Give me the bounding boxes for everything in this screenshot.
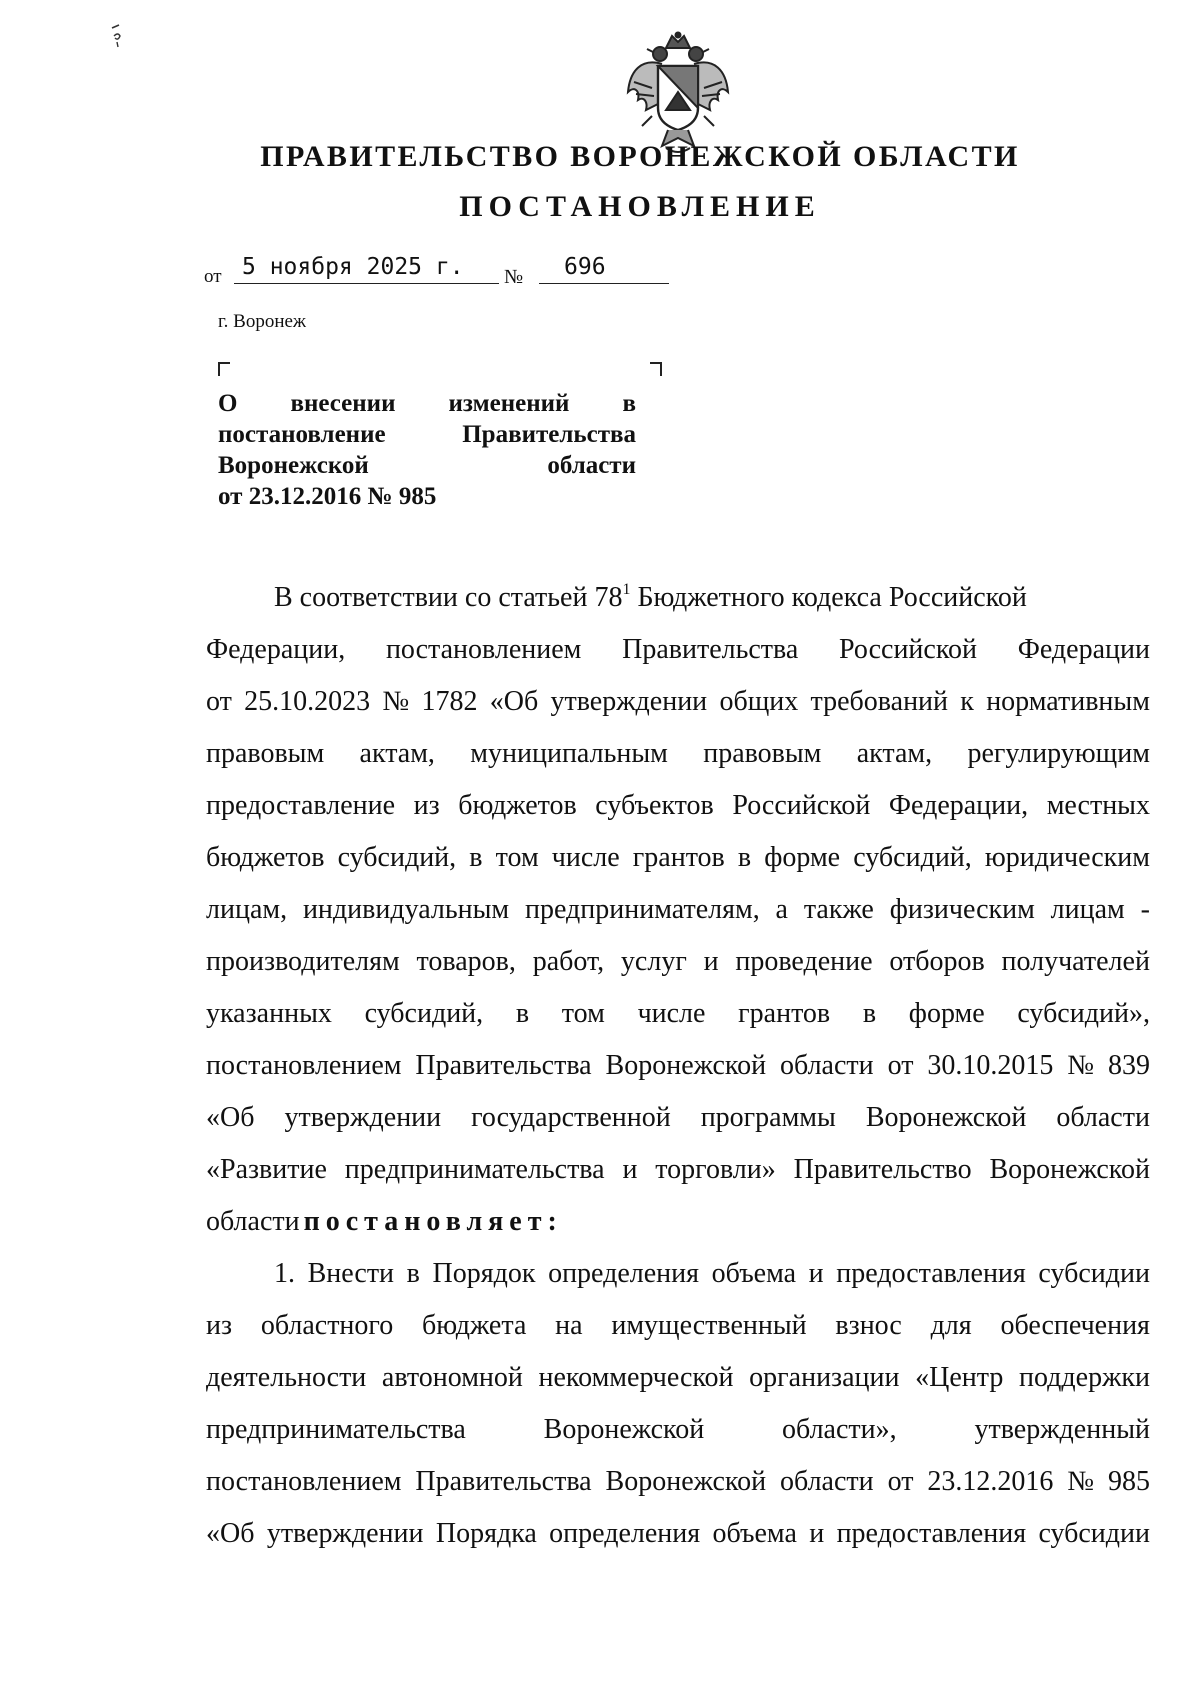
body-word: субъектов [595, 790, 714, 821]
body-word: общих [719, 686, 799, 717]
body-word: областного [260, 1310, 394, 1341]
body-line [206, 884, 1150, 936]
body-word: «Об [489, 686, 539, 717]
subject-word: области [547, 452, 636, 479]
body-word: и [703, 946, 719, 977]
body-word: субсидий, [364, 998, 484, 1029]
body-word: государственной [471, 1102, 671, 1133]
body-word: взнос [835, 1310, 902, 1341]
subject-word: от 23.12.2016 № 985 [218, 483, 437, 510]
body-word: актам, [359, 738, 435, 769]
body-word: утверждении [266, 1518, 424, 1549]
subject-word: постановление [218, 421, 386, 448]
body-word: Федерации [1017, 634, 1150, 665]
body-word: Правительства [622, 634, 799, 665]
body-word: 1782 [421, 686, 478, 717]
superscript: 1 [622, 580, 631, 598]
date-label: от [204, 266, 222, 287]
body-word: юридическим [984, 842, 1150, 873]
body-word: Воронежской [543, 1414, 705, 1445]
body-word: организации [749, 1362, 900, 1393]
body-word: бюджетов [458, 790, 577, 821]
subject-word: О [218, 390, 238, 417]
body-word: «Развитие [206, 1154, 327, 1185]
body-word: в [862, 998, 877, 1029]
body-word: в [737, 842, 752, 873]
body-line [206, 1300, 1150, 1352]
body-word: а [775, 894, 788, 925]
body-word: местных [1046, 790, 1150, 821]
subject-line [218, 388, 636, 419]
body-word: из [413, 790, 440, 821]
body-word: деятельности [206, 1362, 367, 1393]
body-word: 23.12.2016 [927, 1466, 1054, 1497]
body-word: Воронежской [865, 1102, 1027, 1133]
date-number-row [204, 252, 684, 292]
body-word: утверждении [284, 1102, 442, 1133]
body-line [206, 624, 1150, 676]
body-word: лицам [1050, 894, 1125, 925]
body-word: субсидий, [853, 842, 972, 873]
body-word: объема [711, 1258, 797, 1289]
body-word: от [887, 1050, 914, 1081]
subject-corner-left [218, 362, 230, 376]
body-word: 30.10.2015 [927, 1050, 1054, 1081]
body-word: торговли» [655, 1154, 776, 1185]
body-word: отборов [889, 946, 985, 977]
body-word: и [808, 1258, 824, 1289]
body-word: области [780, 1466, 874, 1497]
scan-mark [110, 22, 124, 50]
body-line [206, 780, 1150, 832]
body-word: получателей [1001, 946, 1150, 977]
subject-word: в [622, 390, 636, 417]
body-word: актам, [856, 738, 933, 769]
body-word: указанных [206, 998, 332, 1029]
body-word: форме [908, 998, 985, 1029]
body-word: № [1067, 1466, 1095, 1497]
body-word: субсидии [1038, 1518, 1150, 1549]
body-word: производителям [206, 946, 400, 977]
body-text-part: В соответствии со статьей $78^1$ Бюджетного кодекса Российской [274, 580, 1027, 613]
body-word: в [406, 1258, 420, 1289]
body-word: Федерации, [888, 790, 1029, 821]
body-line [206, 988, 1150, 1040]
body-word: некоммерческой [538, 1362, 734, 1393]
body-word: постановлением [206, 1466, 402, 1497]
body-word: Порядка [435, 1518, 537, 1549]
body-line [206, 1456, 1150, 1508]
body-word: том [495, 842, 539, 873]
subject-word: Воронежской [218, 452, 369, 479]
body-word: муниципальным [470, 738, 668, 769]
body-word: предпринимателям, [525, 894, 760, 925]
body-word: форме [764, 842, 841, 873]
resolves-word: постановляет: [303, 1206, 563, 1237]
body-word: физическим [889, 894, 1035, 925]
body-word: Федерации, [206, 634, 346, 665]
body-word: из [206, 1310, 233, 1341]
subject-word: Правительства [462, 421, 636, 448]
body-word: правовым [703, 738, 822, 769]
body-word: услуг [620, 946, 687, 977]
body-word: требований [810, 686, 949, 717]
body-line [206, 832, 1150, 884]
body-word: также [803, 894, 874, 925]
body-line [206, 1040, 1150, 1092]
body-word: Воронежской [605, 1466, 767, 1497]
body-word: области [780, 1050, 874, 1081]
body-word: Правительство [793, 1154, 972, 1185]
document-subject [218, 388, 636, 512]
body-word: утвержденный [974, 1414, 1150, 1445]
body-word: Воронежской [989, 1154, 1150, 1185]
body-word: проведение [735, 946, 873, 977]
body-word: 1. [274, 1258, 295, 1289]
body-word: том [561, 998, 605, 1029]
body-word: постановлением [206, 1050, 402, 1081]
body-word: числе [637, 998, 706, 1029]
body-word: области», [782, 1414, 897, 1445]
body-word: к [960, 686, 974, 717]
body-line [206, 1352, 1150, 1404]
body-word: и [809, 1518, 825, 1549]
organization-name: ПРАВИТЕЛЬСТВО ВОРОНЕЖСКОЙ ОБЛАСТИ [260, 140, 1020, 173]
document-type: ПОСТАНОВЛЕНИЕ [459, 190, 821, 223]
body-line [206, 1404, 1150, 1456]
body-word: правовым [206, 738, 325, 769]
body-word: Воронежской [605, 1050, 767, 1081]
body-word: субсидии [1038, 1258, 1150, 1289]
body-word: - [1140, 894, 1150, 925]
body-word: области [1056, 1102, 1150, 1133]
body-word: нормативным [986, 686, 1150, 717]
subject-line [218, 419, 636, 450]
body-word: 985 [1107, 1466, 1150, 1497]
body-word: Правительства [415, 1050, 592, 1081]
body-word: и [622, 1154, 638, 1185]
body-word: 25.10.2023 [244, 686, 371, 717]
body-word: «Об [206, 1518, 255, 1549]
body-word: программы [700, 1102, 836, 1133]
body-word: постановлением [385, 634, 582, 665]
body-word: Внести [307, 1258, 395, 1289]
body-word: № [382, 686, 410, 717]
body-word: Российской [839, 634, 978, 665]
number-label: № [504, 266, 524, 288]
body-word: регулирующим [967, 738, 1150, 769]
body-word: субсидий», [1017, 998, 1150, 1029]
body-word: объема [712, 1518, 797, 1549]
body-word: бюджета [421, 1310, 527, 1341]
body-word: для [930, 1310, 972, 1341]
body-line [206, 728, 1150, 780]
coat-of-arms-icon [622, 30, 734, 158]
body-word: Порядок [432, 1258, 536, 1289]
body-word: бюджетов [206, 842, 325, 873]
body-line [206, 1248, 1150, 1300]
body-word: утверждении [550, 686, 708, 717]
subject-word: внесении [290, 390, 396, 417]
body-word: предоставления [836, 1258, 1026, 1289]
body-word: определения [548, 1258, 700, 1289]
body-text-part: области [206, 1206, 300, 1237]
body-word: на [555, 1310, 583, 1341]
subject-line [218, 450, 636, 481]
body-word: от [887, 1466, 914, 1497]
subject-line [218, 481, 636, 512]
body-word: предпринимательства [344, 1154, 605, 1185]
body-word: определения [549, 1518, 701, 1549]
body-word: индивидуальным [302, 894, 510, 925]
body-word: в [515, 998, 530, 1029]
body-line [206, 572, 1150, 624]
subject-corner-right [650, 362, 662, 376]
body-word: Российской [732, 790, 871, 821]
body-line [206, 1092, 1150, 1144]
body-word: обеспечения [1000, 1310, 1150, 1341]
body-line [206, 1508, 1150, 1560]
body-line [206, 936, 1150, 988]
body-word: в [469, 842, 483, 873]
city-name: г. Воронеж [218, 311, 307, 332]
body-word: Правительства [415, 1466, 592, 1497]
body-word: имущественный [611, 1310, 807, 1341]
body-word: грантов [738, 998, 831, 1029]
document-date: 5 ноября 2025 г. [234, 252, 499, 284]
body-word: «Об [206, 1102, 255, 1133]
subject-word: изменений [448, 390, 570, 417]
document-number: 696 [539, 252, 669, 284]
body-line [206, 1144, 1150, 1196]
body-word: «Центр [915, 1362, 1004, 1393]
body-word: № [1067, 1050, 1095, 1081]
body-word: субсидий, [337, 842, 457, 873]
body-word: товаров, [416, 946, 516, 977]
body-word: предоставление [206, 790, 396, 821]
body-word: 839 [1107, 1050, 1150, 1081]
body-word: грантов [632, 842, 725, 873]
body-word: предоставления [836, 1518, 1027, 1549]
body-line [206, 676, 1150, 728]
document-body [206, 572, 1150, 1560]
body-word: предпринимательства [206, 1414, 466, 1445]
body-word: поддержки [1018, 1362, 1150, 1393]
body-word: лицам, [206, 894, 288, 925]
body-word: от [206, 686, 232, 717]
body-line [206, 1196, 1150, 1248]
body-word: автономной [381, 1362, 523, 1393]
body-word: числе [551, 842, 620, 873]
body-word: работ, [532, 946, 605, 977]
